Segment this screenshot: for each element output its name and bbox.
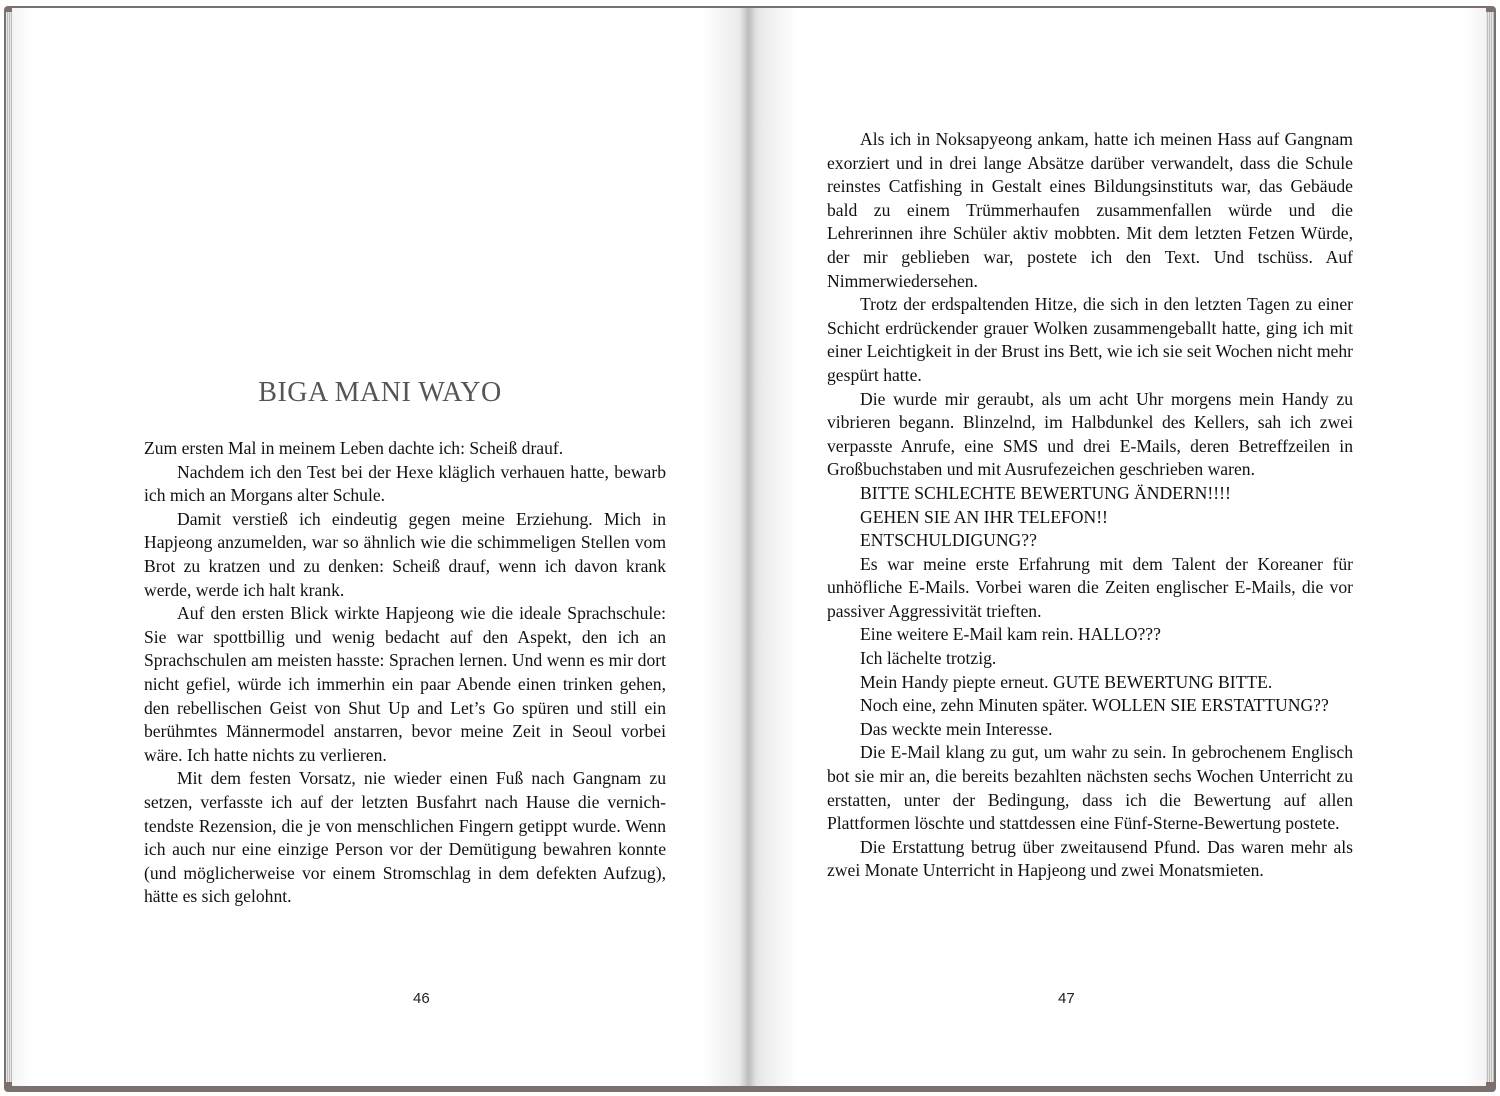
paragraph: Als ich in Noksapyeong ankam, hatte ich meinen Hass auf Gangnam exorziert und in drei lange Absätze darüber verwandelt, dass die Schule reinstes Catfishing in Gestalt eines Bildungsinstituts war, das Gebäude bald zu einem Trümmerhaufen zusammenfallen würde und die Lehrerinnen ihre Schüler aktiv mobbten. Mit dem letzten Fetzen Würde, der mir geblieben war, postete ich den Text. Und tschüss. Auf Nimmerwiedersehen. xyxy=(827,129,1353,291)
paragraph: BITTE SCHLECHTE BEWERTUNG ÄNDERN!!!! xyxy=(860,482,1231,503)
page-number: 46 xyxy=(413,990,430,1007)
paragraph: Noch eine, zehn Minuten später. WOLLEN SIE ERSTATTUNG?? xyxy=(860,695,1329,716)
paragraph: Die wurde mir geraubt, als um acht Uhr morgens mein Handy zu vibrieren begann. Blinzelnd, im Halbdunkel des Kellers, sah ich zwei verpasste Anrufe, eine SMS und drei E-Mails, deren Betreffzeilen in Großbuchstaben und mit Ausrufezeichen geschrieben waren. xyxy=(827,388,1353,480)
right-page xyxy=(748,8,1486,1086)
right-page-text xyxy=(827,128,1353,883)
paragraph: Trotz der erdspaltenden Hitze, die sich in den letzten Tagen zu einer Schicht erdrückender grauer Wolken zusammengeballt hatte, ging ich mit einer Leichtigkeit in der Brust ins Bett, wie ich sie seit Wochen nicht mehr gespürt hatte. xyxy=(827,294,1353,385)
paragraph: Damit verstieß ich eindeutig gegen meine Erziehung. Mich in Hapjeong anzumelden, war so ähnlich wie die schimmeligen Stellen vom Brot zu kratzen und zu denken: Scheiß drauf, wenn ich davon krank werde, werde ich halt krank. xyxy=(144,508,666,600)
left-page-text xyxy=(144,437,666,909)
paragraph: Eine weitere E-Mail kam rein. HALLO??? xyxy=(860,624,1161,645)
paragraph: Mit dem festen Vorsatz, nie wieder einen Fuß nach Gangnam zu setzen, verfasste ich auf der letzten Busfahrt nach Hause die vernichtendste Rezension, die je von menschlichen Fingern getippt wurde. Wenn ich auch nur eine einzige Person vor der Demütigung bewahren konnte (und möglicherweise vor einem Stromschlag in dem defekten Aufzug), hätte es sich gelohnt. xyxy=(144,768,666,907)
left-page xyxy=(12,8,748,1086)
paragraph: Auf den ersten Blick wirkte Hapjeong wie die ideale Sprachschule: Sie war spottbillig und wenig bedacht auf den Aspekt, den ich an Sprachschulen am meisten hasste: Sprachen lernen. Und wenn es mir dort nicht gefiel, würde ich immerhin ein paar Abende einen trinken gehen, den rebellischen Geist von Shut Up and Let’s Go spüren und still ein berühmtes Männermodel anstarren, bevor meine Zeit in Seoul vorbei wäre. Ich hatte nichts zu verlieren. xyxy=(144,603,666,765)
paragraph: Es war meine erste Erfahrung mit dem Talent der Koreaner für unhöfliche E-Mails. Vorbei waren die Zeiten englischer E-Mails, die vor passiver Aggressivität trieften. xyxy=(827,553,1353,621)
paragraph: Mein Handy piepte erneut. GUTE BEWERTUNG BITTE. xyxy=(860,671,1273,692)
book-gutter xyxy=(740,8,756,1086)
paragraph: Die Erstattung betrug über zweitausend Pfund. Das waren mehr als zwei Monate Unterricht in Hapjeong und zwei Monatsmieten. xyxy=(827,836,1353,881)
paragraph: Nachdem ich den Test bei der Hexe kläglich verhauen hatte, bewarb ich mich an Morgans alter Schule. xyxy=(144,461,666,506)
paragraph: Ich lächelte trotzig. xyxy=(860,648,997,669)
page-number: 47 xyxy=(1058,990,1075,1007)
paragraph: ENTSCHULDIGUNG?? xyxy=(860,530,1037,551)
paragraph: Die E-Mail klang zu gut, um wahr zu sein. In gebrochenem Englisch bot sie mir an, die bereits bezahlten nächsten sechs Wochen Unterricht zu erstatten, unter der Bedingung, dass ich die Bewertung auf allen Plattformen löschte und stattdessen eine Fünf-Sterne-Bewertung postete. xyxy=(827,742,1353,834)
right-page-stack xyxy=(1486,12,1494,1082)
paragraph: GEHEN SIE AN IHR TELEFON!! xyxy=(860,506,1108,527)
paragraph: Zum ersten Mal in meinem Leben dachte ich: Scheiß drauf. xyxy=(144,438,564,458)
paragraph: Das weckte mein Interesse. xyxy=(860,718,1053,739)
chapter-title: BIGA MANI WAYO xyxy=(258,376,502,408)
